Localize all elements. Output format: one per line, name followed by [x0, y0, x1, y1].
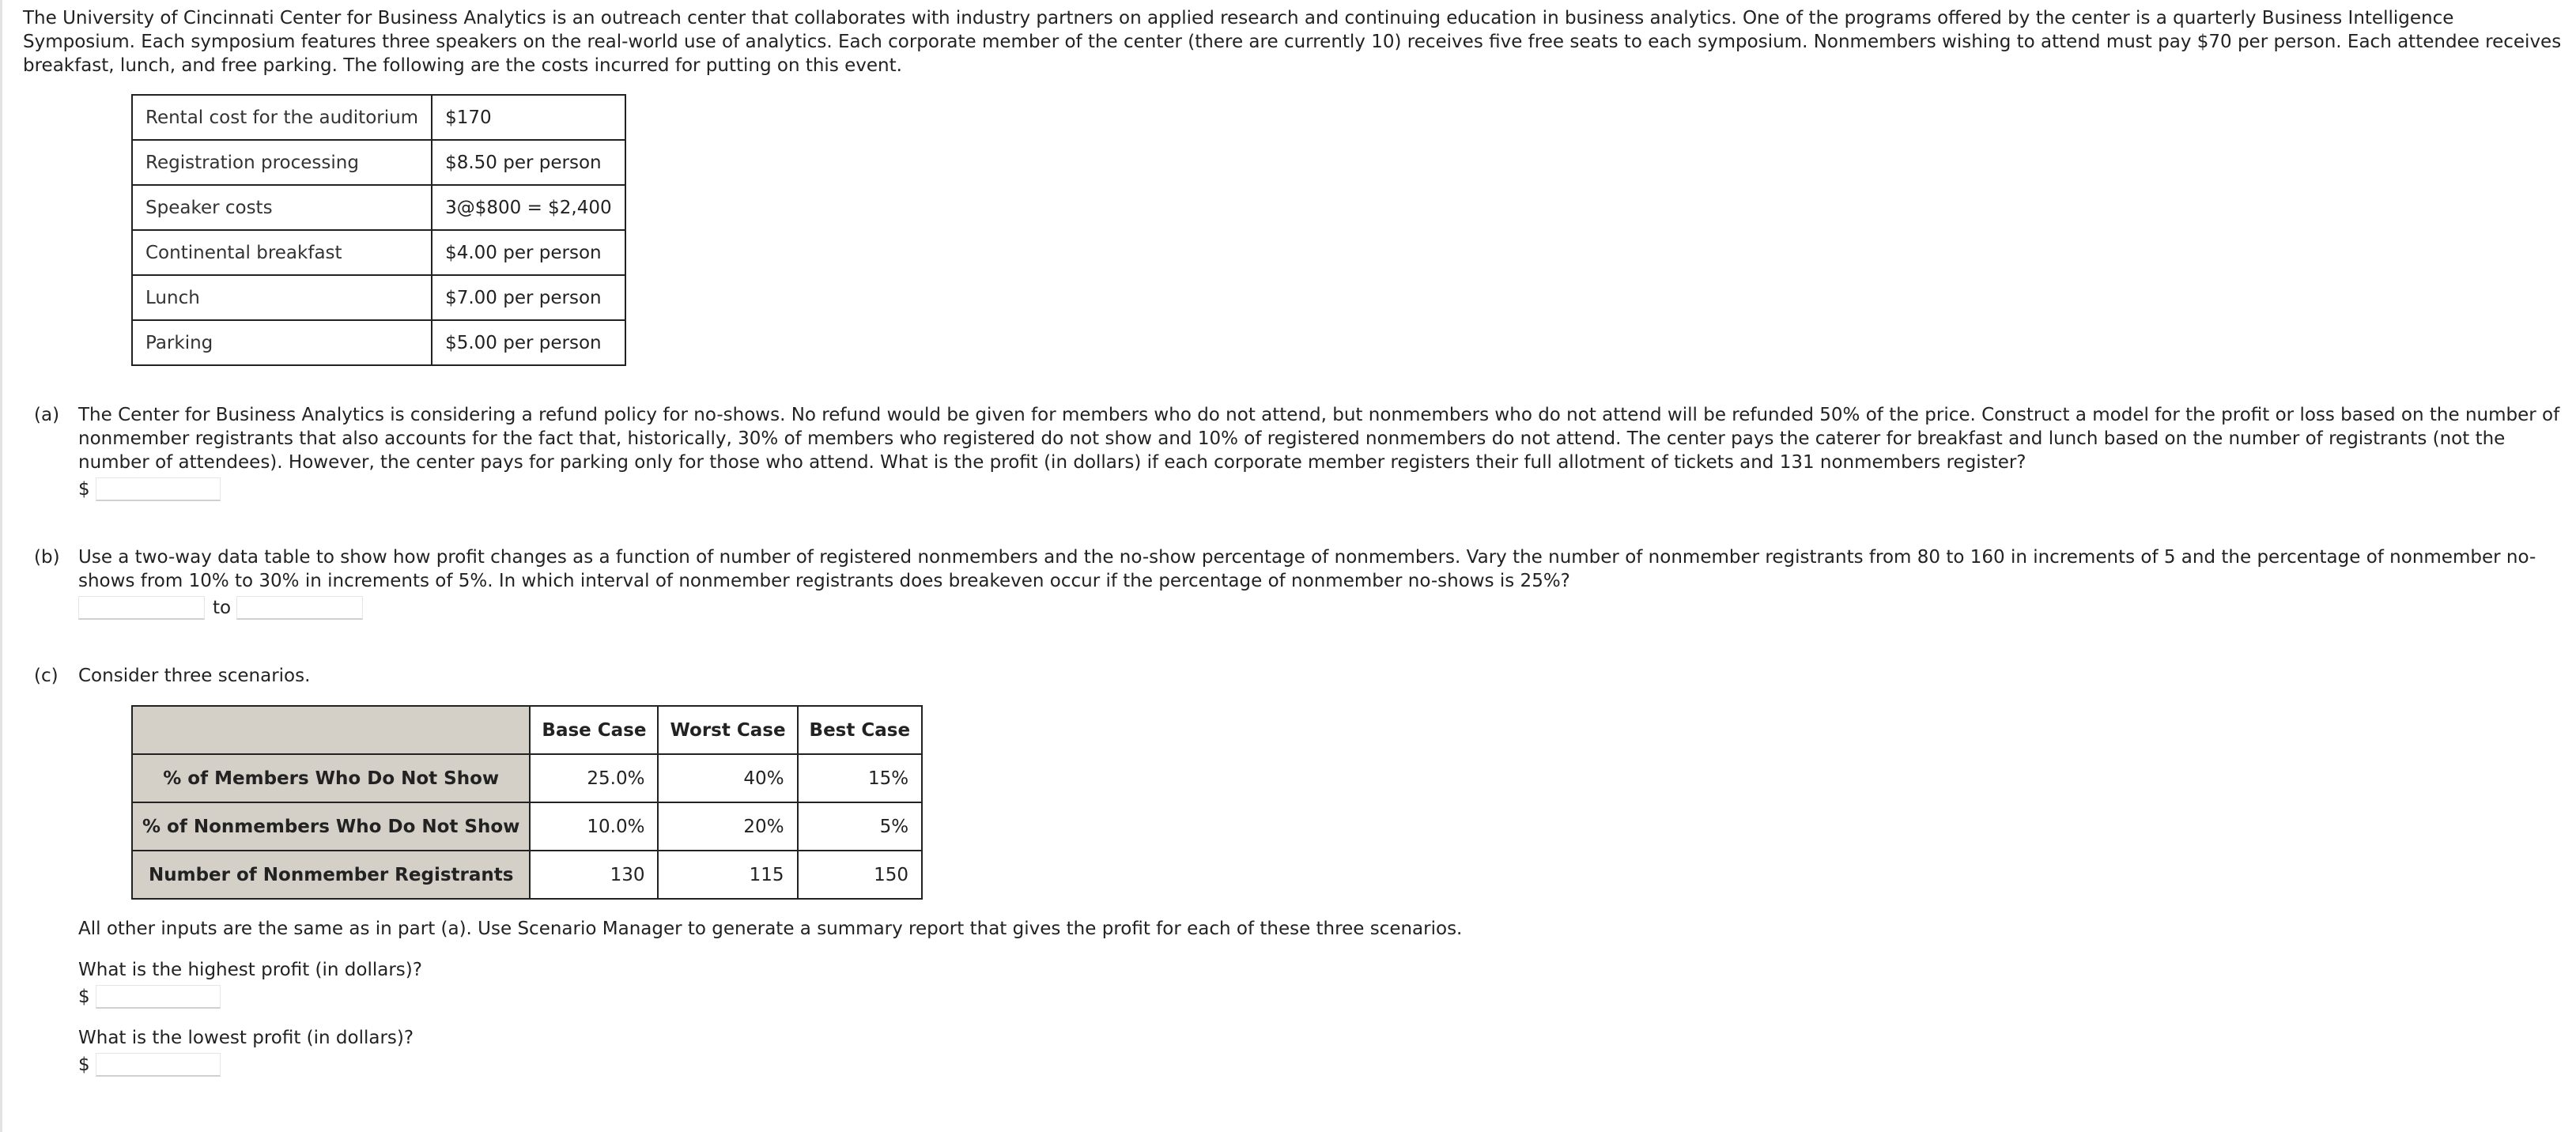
cost-value: $4.00 per person: [432, 230, 625, 275]
table-cell: 40%: [658, 754, 797, 802]
part-a-question: The Center for Business Analytics is considering a refund policy for no-shows. No refund would be given for members who do not attend, but nonmembers who do not attend will be refunded 50% of the price. Construct a model for the profit or loss based on the number of nonmember registrants that also accounts for the fact that, historically, 30% of members who registered do not show and 10% of registered nonmembers do not attend. The center pays the caterer for breakfast and lunch based on the number of registrants (not the number of attendees). However, the center pays for parking only for those who attend. What is the profit (in dollars) if each corporate member registers their full allotment of tickets and 131 nonmembers register?: [78, 405, 2560, 473]
part-c-note: All other inputs are the same as in part (a). Use Scenario Manager to generate a summary report that gives the profit for each of these three scenarios.: [78, 919, 1463, 939]
highest-profit-input[interactable]: [96, 985, 221, 1009]
currency-symbol: $: [78, 987, 90, 1007]
breakeven-low-input[interactable]: [78, 596, 205, 620]
lowest-profit-question: What is the lowest profit (in dollars)?: [78, 1028, 414, 1048]
table-row: [132, 754, 922, 802]
col-header-worst: Worst Case: [658, 706, 797, 754]
table-row: [132, 230, 625, 275]
table-row: [132, 275, 625, 320]
cost-label: Registration processing: [132, 140, 432, 185]
table-row: [132, 320, 625, 365]
cost-value: $7.00 per person: [432, 275, 625, 320]
table-cell: 130: [530, 851, 658, 899]
table-row: [132, 851, 922, 899]
cost-value: $5.00 per person: [432, 320, 625, 365]
table-cell: 115: [658, 851, 797, 899]
scenario-table: [131, 705, 923, 900]
cost-value: $170: [432, 95, 625, 140]
table-cell: 20%: [658, 802, 797, 851]
part-a-profit-input[interactable]: [96, 477, 221, 501]
table-row: [132, 140, 625, 185]
currency-symbol: $: [78, 1055, 90, 1075]
part-a-answer-row: [78, 474, 2561, 506]
table-cell: 5%: [798, 802, 923, 851]
lowest-profit-input[interactable]: [96, 1053, 221, 1077]
cost-label: Rental cost for the auditorium: [132, 95, 432, 140]
col-header-best: Best Case: [798, 706, 923, 754]
table-cell: 15%: [798, 754, 923, 802]
part-b-question: Use a two-way data table to show how profit changes as a function of number of registered nonmembers and the no-show percentage of nonmembers. Vary the number of nonmember registrants from 80 to 160 in increments of 5 and the percentage of nonmember no-shows from 10% to 30% in increments of 5%. In which interval of nonmember registrants does breakeven occur if the percentage of nonmember no-shows is 25%?: [78, 547, 2536, 591]
highest-profit-answer-row: [78, 982, 2561, 1013]
table-cell: 25.0%: [530, 754, 658, 802]
highest-profit-question: What is the highest profit (in dollars)?: [78, 960, 422, 980]
table-cell: 10.0%: [530, 802, 658, 851]
cost-label: Parking: [132, 320, 432, 365]
part-b-answer-row: [78, 593, 2576, 624]
cost-label: Continental breakfast: [132, 230, 432, 275]
row-header: % of Members Who Do Not Show: [132, 754, 530, 802]
cost-table: [131, 94, 626, 366]
cost-value: 3@$800 = $2,400: [432, 185, 625, 230]
currency-symbol: $: [78, 479, 90, 500]
table-row: [132, 185, 625, 230]
part-b-letter: (b): [34, 547, 60, 568]
table-row: [132, 95, 625, 140]
table-cell: 150: [798, 851, 923, 899]
table-header-row: [132, 706, 922, 754]
row-header: % of Nonmembers Who Do Not Show: [132, 802, 530, 851]
lowest-profit-answer-row: [78, 1050, 2561, 1081]
part-c-letter: (c): [34, 666, 59, 686]
col-header-base: Base Case: [530, 706, 658, 754]
cost-label: Speaker costs: [132, 185, 432, 230]
part-a-letter: (a): [34, 405, 60, 425]
scenario-table-corner: [132, 706, 530, 754]
cost-value: $8.50 per person: [432, 140, 625, 185]
part-c-intro: Consider three scenarios.: [78, 666, 311, 686]
table-row: [132, 802, 922, 851]
breakeven-high-input[interactable]: [236, 596, 363, 620]
problem-intro: The University of Cincinnati Center for Business Analytics is an outreach center that collaborates with industry partners on applied research and continuing education in business analytics. One of the programs offered by the center is a quarterly Business Intelligence Symposium. Each symposium features three speakers on the real-world use of analytics. Each corporate member of the center (there are currently 10) receives five free seats to each symposium. Nonmembers wishing to attend must pay $70 per person. Each attendee receives breakfast, lunch, and free parking. The following are the costs incurred for putting on this event.: [23, 8, 2562, 76]
row-header: Number of Nonmember Registrants: [132, 851, 530, 899]
range-to-label: to: [213, 598, 232, 618]
cost-label: Lunch: [132, 275, 432, 320]
